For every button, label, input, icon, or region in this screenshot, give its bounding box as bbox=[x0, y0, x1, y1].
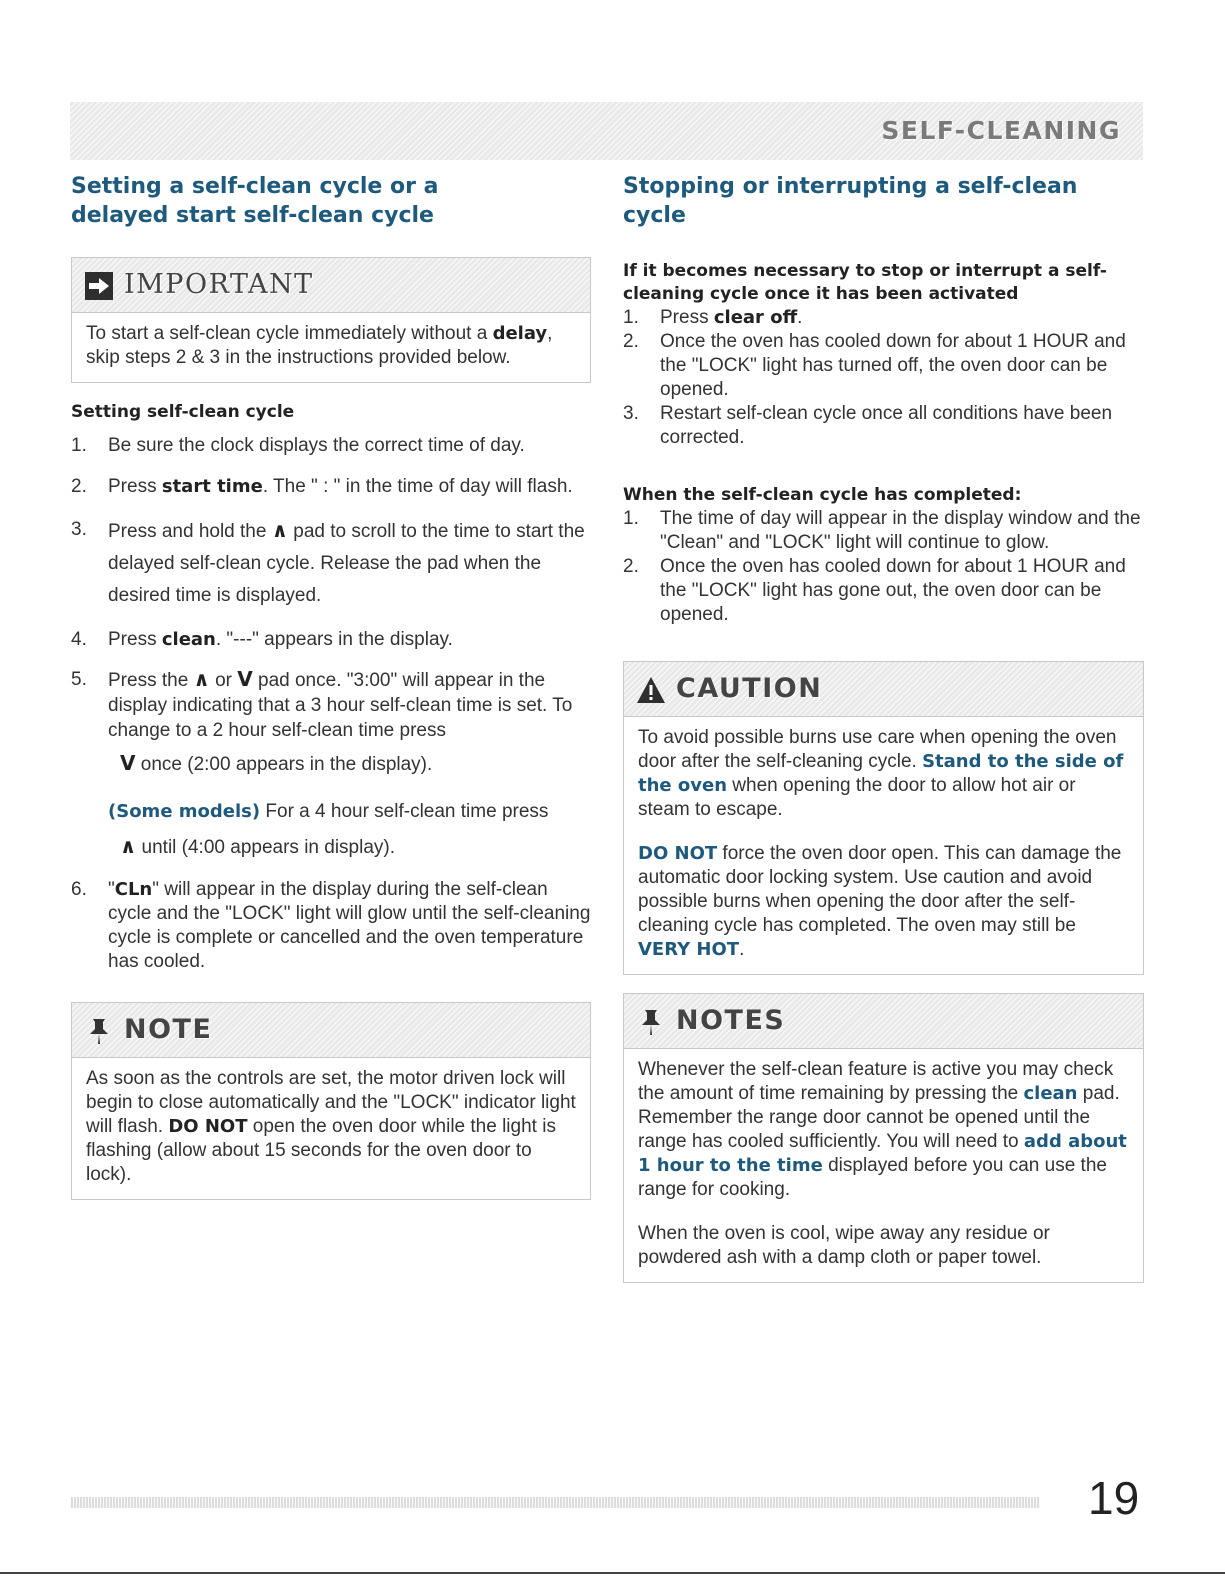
list-item: 4. Press clean. "---" appears in the display. bbox=[71, 629, 453, 650]
caution-text-1: To avoid possible burns use care when opening the oven door after the self-cleaning cycle. Stand to the side of the oven when opening the door to allow hot air or steam to escape. bbox=[638, 727, 1124, 820]
setting-subheading: Setting self-clean cycle bbox=[71, 402, 295, 422]
right-title: Stopping or interrupting a self-clean cycle bbox=[623, 174, 1078, 228]
up-arrow-icon: ∧ bbox=[193, 667, 210, 691]
list-item: 1. The time of day will appear in the display window and the "Clean" and "LOCK" light will continue to glow. bbox=[623, 508, 1141, 553]
stop-steps bbox=[623, 306, 1144, 450]
important-label: IMPORTANT bbox=[124, 269, 314, 300]
important-header bbox=[72, 258, 590, 313]
list-item: 2. Once the oven has cooled down for about 1 HOUR and the "LOCK" light has turned off, the oven door can be opened. bbox=[623, 331, 1126, 400]
note-body bbox=[72, 1058, 590, 1199]
header-band bbox=[70, 102, 1143, 160]
section-title: SELF-CLEANING bbox=[881, 116, 1121, 145]
important-body bbox=[72, 313, 590, 382]
list-item: 5. Press the ∧ or V pad once. "3:00" will appear in the display indicating that a 3 hour self-clean time is set. To change to a 2 hour self-clean time press V once (2:00 appears in the display). (Some models) For a 4 hour self-clean time press ∧ until (4:00 appears in display). bbox=[71, 667, 573, 858]
left-column bbox=[71, 172, 591, 1200]
notes-box bbox=[623, 993, 1144, 1283]
footer-band bbox=[70, 1497, 1040, 1508]
list-item: 3. Press and hold the ∧ pad to scroll to the time to start the delayed self-clean cycle. Release the pad when the desired time is displayed. bbox=[71, 518, 585, 606]
list-item: 2. Press start time. The " : " in the time of day will flash. bbox=[71, 476, 573, 497]
down-arrow-icon: V bbox=[120, 751, 136, 775]
right-column bbox=[623, 172, 1144, 1283]
important-text: To start a self-clean cycle immediately without a delay, skip steps 2 & 3 in the instructions provided below. bbox=[86, 323, 553, 368]
notes-body bbox=[624, 1049, 1143, 1282]
note-label: NOTE bbox=[124, 1014, 213, 1045]
up-arrow-icon: ∧ bbox=[120, 834, 137, 858]
notes-header bbox=[624, 994, 1143, 1049]
up-arrow-icon: ∧ bbox=[271, 518, 288, 542]
arrow-box-icon bbox=[84, 271, 114, 301]
done-heading: When the self-clean cycle has completed: bbox=[623, 485, 1022, 505]
pushpin-icon bbox=[84, 1016, 114, 1046]
note-box bbox=[71, 1002, 591, 1200]
list-item: 2. Once the oven has cooled down for about 1 HOUR and the "LOCK" light has gone out, the oven door can be opened. bbox=[623, 556, 1126, 625]
caution-label: CAUTION bbox=[676, 673, 823, 704]
bottom-rule bbox=[0, 1572, 1225, 1574]
warning-triangle-icon bbox=[636, 675, 666, 705]
caution-box bbox=[623, 661, 1144, 975]
caution-body bbox=[624, 717, 1143, 974]
notes-text-1: Whenever the self-clean feature is active you may check the amount of time remaining by pressing the clean pad. Remember the range door cannot be opened until the range has cooled sufficiently. You will need to add about 1 hour to the time displayed before you can use the range for cooking. bbox=[638, 1059, 1127, 1200]
notes-text-2: When the oven is cool, wipe away any residue or powdered ash with a damp cloth or paper towel. bbox=[638, 1223, 1050, 1268]
some-models-label: (Some models) bbox=[108, 801, 261, 822]
caution-text-2: DO NOT force the oven door open. This can damage the automatic door locking system. Use caution and avoid possible burns when opening the door after the self-cleaning cycle has completed. The oven may still be VERY HOT. bbox=[638, 843, 1122, 960]
setting-steps bbox=[71, 432, 591, 974]
note-header bbox=[72, 1003, 590, 1058]
left-title: Setting a self-clean cycle or a delayed start self-clean cycle bbox=[71, 174, 439, 228]
list-item: 6. "CLn" will appear in the display during the self-clean cycle and the "LOCK" light will glow until the self-cleaning cycle is complete or cancelled and the oven temperature has cooled. bbox=[71, 879, 591, 972]
important-box bbox=[71, 257, 591, 383]
caution-header bbox=[624, 662, 1143, 717]
list-item: 3. Restart self-clean cycle once all conditions have been corrected. bbox=[623, 403, 1113, 448]
done-steps bbox=[623, 507, 1144, 627]
down-arrow-icon: V bbox=[237, 667, 253, 691]
pushpin-icon bbox=[636, 1007, 666, 1037]
notes-label: NOTES bbox=[676, 1005, 786, 1036]
list-item: 1. Press clear off. bbox=[623, 307, 803, 328]
list-item: 1. Be sure the clock displays the correct time of day. bbox=[71, 435, 525, 456]
stop-heading: If it becomes necessary to stop or interrupt a self-cleaning cycle once it has been activated bbox=[623, 261, 1107, 304]
page-number: 19 bbox=[1088, 1472, 1140, 1524]
note-text: As soon as the controls are set, the motor driven lock will begin to close automatically and the "LOCK" indicator light will flash. DO NOT open the oven door while the light is flashing (allow about 15 seconds for the oven door to lock). bbox=[86, 1068, 576, 1185]
